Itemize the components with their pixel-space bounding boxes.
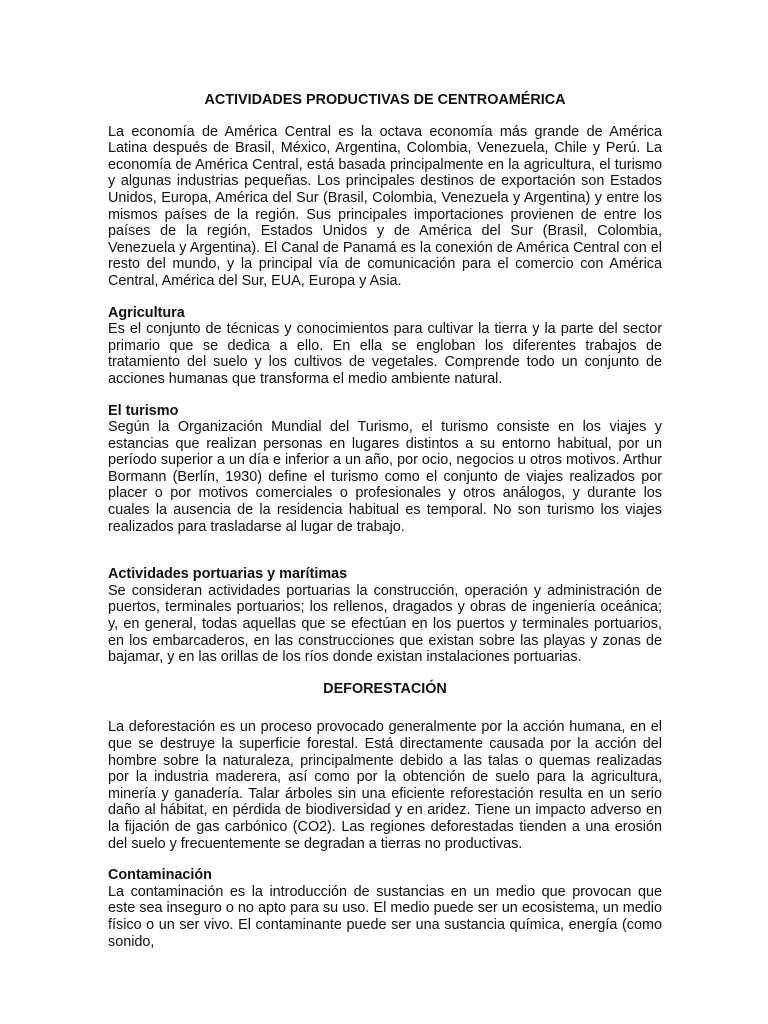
- section-body-agricultura: Es el conjunto de técnicas y conocimientos para cultivar la tierra y la parte del sector primario que se dedica a ello. En ella se engloban los diferentes trabajos de tratamiento del suelo y los cultivos de vegetales. Comprende todo un conjunto de acciones humanas que transforma el medio ambiente natural.: [108, 321, 662, 387]
- section-body-turismo: Según la Organización Mundial del Turismo, el turismo consiste en los viajes y estancias que realizan personas en lugares distintos a su entorno habitual, por un período superior a un día e inferior a un año, por ocio, negocios u otros motivos. Arthur Bormann (Berlín, 1930) define el turismo como el conjunto de viajes realizados por placer o por motivos comerciales o profesionales y otros análogos, y durante los cuales la ausencia de la residencia habitual es temporal. No son turismo los viajes realizados para trasladarse al lugar de trabajo.: [108, 419, 662, 535]
- portuarias-section: [108, 566, 662, 666]
- turismo-section: [108, 403, 662, 536]
- contamination-section: [108, 867, 662, 950]
- document-page: [108, 92, 662, 965]
- section-heading-portuarias: Actividades portuarias y marítimas: [108, 566, 348, 583]
- deforestation-body: La deforestación es un proceso provocado generalmente por la acción humana, en el que se destruye la superficie forestal. Está directamente causada por la acción del hombre sobre la naturaleza, principalmente debido a las talas o quemas realizadas por la industria maderera, así como por la obtención de suelo para la agricultura, minería y ganadería. Talar árboles sin una eficiente reforestación resulta en un serio daño al hábitat, en pérdida de biodiversidad y en aridez. Tiene un impacto adverso en la fijación de gas carbónico (CO2). Las regiones deforestadas tienden a una erosión del suelo y frecuentemente se degradan a tierras no productivas.: [108, 719, 662, 852]
- contamination-body: La contaminación es la introducción de sustancias en un medio que provocan que este sea inseguro o no apto para su uso. El medio puede ser un ecosistema, un medio físico o un ser vivo. El contaminante puede ser una sustancia química, energía (como sonido,: [108, 883, 662, 950]
- section-body-portuarias: Se consideran actividades portuarias la construcción, operación y administración de puertos, terminales portuarios; los rellenos, dragados y obras de ingeniería oceánica; y, en general, todas aquellas que se efectúan en los puertos y terminales portuarios, en los embarcaderos, en las construcciones que existan sobre las playas y zonas de bajamar, y en las orillas de los ríos donde existan instalaciones portuarias.: [108, 582, 662, 666]
- intro-paragraph: La economía de América Central es la octava economía más grande de América Latina después de Brasil, México, Argentina, Colombia, Venezuela, Chile y Perú. La economía de América Central, está basada principalmente en la agricultura, el turismo y algunas industrias pequeñas. Los principales destinos de exportación son Estados Unidos, Europa, América del Sur (Brasil, Colombia, Venezuela y Argentina) y entre los mismos países de la región. Sus principales importaciones provienen de entre los países de la región, Estados Unidos y de América del Sur (Brasil, Colombia, Venezuela y Argentina). El Canal de Panamá es la conexión de América Central con el resto del mundo, y la principal vía de comunicación para el comercio con América Central, América del Sur, EUA, Europa y Asia.: [108, 123, 662, 289]
- document-title: ACTIVIDADES PRODUCTIVAS DE CENTROAMÉRICA: [204, 92, 566, 108]
- agricultura-section: [108, 305, 662, 388]
- contamination-heading: Contaminación: [108, 867, 212, 884]
- section-heading-agricultura: Agricultura: [108, 304, 185, 321]
- intro-section: [108, 124, 662, 290]
- section-heading-turismo: El turismo: [108, 402, 179, 419]
- deforestation-section: [108, 719, 662, 852]
- deforestation-heading: DEFORESTACIÓN: [323, 680, 447, 697]
